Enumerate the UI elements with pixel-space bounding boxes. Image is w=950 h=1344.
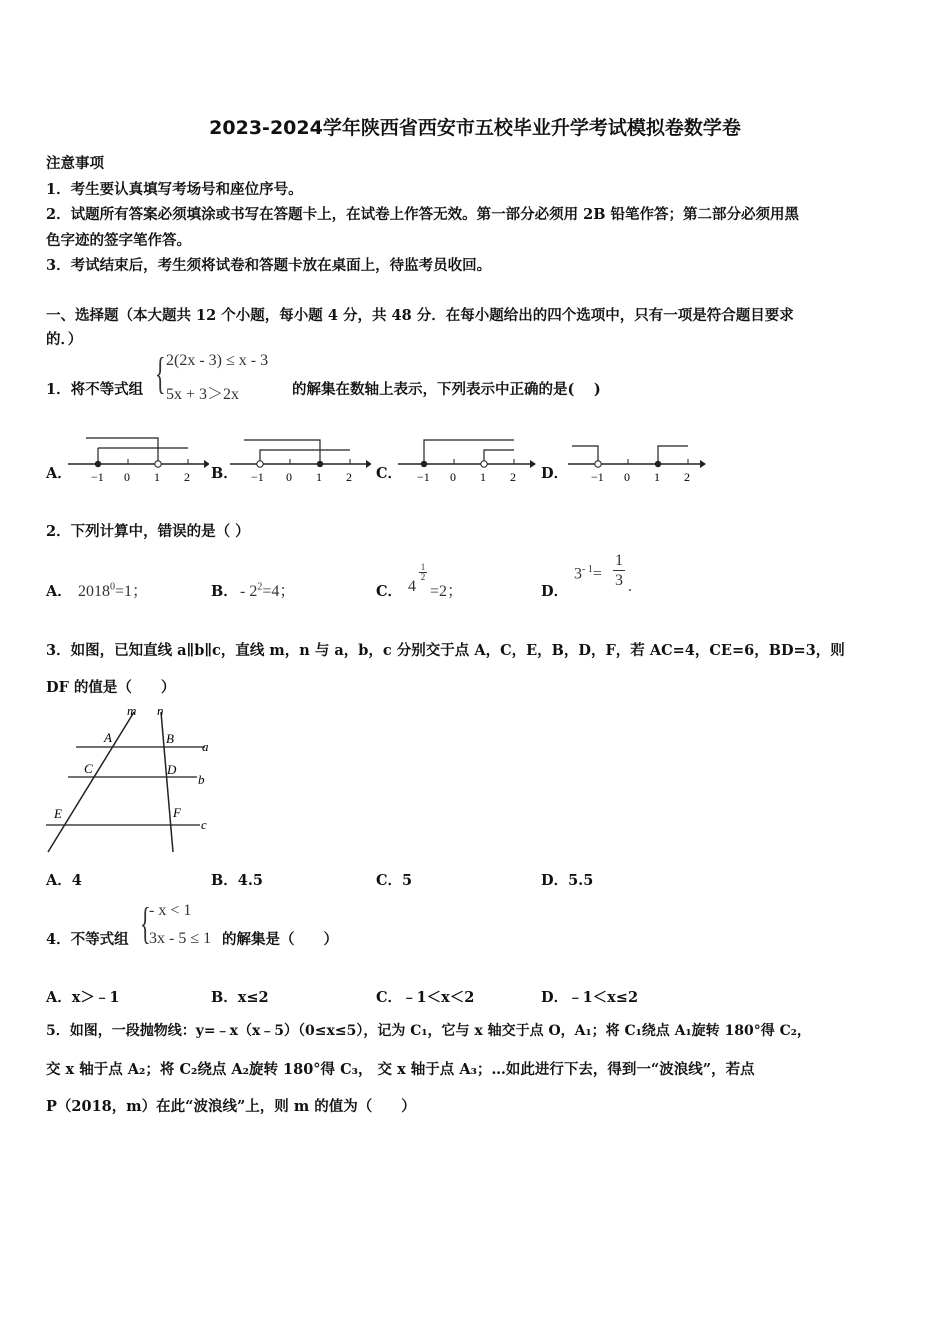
q1-number-line-a [64,430,209,490]
notice-item-2a: 2．试题所有答案必须填涂或书写在答题卡上，在试卷上作答无效。第一部分必须用 2B 铅笔作答；第二部分必须用黑 [46,206,800,223]
q1-brace: { [155,349,166,398]
section-heading: 一、选择题（本大题共 12 个小题，每小题 4 分，共 48 分．在每小题给出的四个选项中，只有一项是符合题目要求 [46,307,794,324]
q2-option-b-expr: - $2^2=4$； [240,581,296,600]
q2-option-d-label: D． [541,583,569,600]
q3-option-a: A．4 [46,872,82,889]
tick-label: 2 [510,470,516,484]
q2-stem: 2．下列计算中，错误的是（ ） [46,523,250,540]
q3-option-c: C．5 [376,872,413,889]
notice-heading: 注意事项 [46,155,104,172]
q2-option-d-tail: . [628,578,632,595]
q3-figure [40,700,225,860]
label-F: F [173,805,181,820]
tick-label: −1 [251,470,264,484]
tick-label: 0 [286,470,292,484]
q3-stem-line-1: 3．如图，已知直线 a∥b∥c，直线 m，n 与 a，b，c 分别交于点 A，C，E，B，D，F，若 AC=4，CE=6，BD=3，则 [46,642,845,659]
q3-option-b: B．4.5 [211,872,263,889]
q2-option-b-label: B． [211,583,238,600]
label-A: A [104,730,112,745]
q2-option-c-label: C． [376,583,403,600]
label-a: a [202,739,209,754]
tick-label: 2 [184,470,190,484]
q1-option-a-label: A． [46,465,72,482]
q1-option-b-label: B． [211,465,238,482]
tick-label: 0 [124,470,130,484]
q1-number-line-c [394,430,539,490]
tick-label: 1 [154,470,160,484]
q1-ineq-1: 2(2x - 3) ≤ x - 3 [166,352,269,369]
section-heading-cont: 的．） [46,331,83,348]
line-m [48,712,134,852]
tick-label: −1 [91,470,104,484]
q4-prefix: 4．不等式组 [46,931,129,948]
tick-label: −1 [591,470,604,484]
q2-option-d-base: $3^{- 1}=$ [574,564,602,583]
q2-option-c-tail: =2； [430,583,464,600]
q2-option-c-exponent: 1 2 [420,562,426,582]
q2-option-a-label: A． [46,583,72,600]
q4-brace: { [140,899,151,948]
q1-number-line-b [226,430,371,490]
q4-option-d: D．﹣1＜x≤2 [541,989,639,1006]
q2-option-a-expr: $2018^0=1$； [78,581,149,600]
tick-label: −1 [417,470,430,484]
label-m: m [127,703,137,718]
tick-label: 0 [450,470,456,484]
q4-ineq-2: 3x - 5 ≤ 1 [149,930,212,947]
notice-item-3: 3．考试结束后，考生须将试卷和答题卡放在桌面上，待监考员收回。 [46,257,492,274]
q5-stem-line-1: 5．如图，一段抛物线：y=﹣x（x﹣5）（0≤x≤5），记为 C₁，它与 x 轴交于点 O，A₁；将 C₁绕点 A₁旋转 180°得 C₂， [46,1023,811,1039]
q4-option-c: C．﹣1＜x＜2 [376,989,475,1006]
q3-stem-line-2: DF 的值是（ ） [46,679,176,696]
q1-ineq-2: 5x + 3＞2x [166,386,240,403]
tick-label: 1 [654,470,660,484]
q1-prefix: 1．将不等式组 [46,381,144,398]
tick-label: 0 [624,470,630,484]
q2-option-d-fraction: 1 3 [615,552,623,589]
tick-label: 2 [346,470,352,484]
q5-stem-line-3: P（2018，m）在此“波浪线”上，则 m 的值为（ ） [46,1098,416,1115]
label-b: b [198,772,205,787]
notice-item-2b: 色字迹的签字笔作答。 [46,232,191,249]
q2-option-c-base: 4 [408,578,416,595]
q3-option-d: D．5.5 [541,872,594,889]
q4-suffix: 的解集是（ ） [222,931,338,948]
notice-item-1: 1．考生要认真填写考场号和座位序号。 [46,181,303,198]
q1-number-line-d [564,430,709,490]
q4-option-b: B．x≤2 [211,989,269,1006]
q1-option-c-label: C． [376,465,403,482]
label-B: B [166,731,174,746]
page-title: 2023-2024学年陕西省西安市五校毕业升学考试模拟卷数学卷 [209,117,741,139]
tick-label: 1 [480,470,486,484]
label-C: C [84,761,93,776]
tick-label: 1 [316,470,322,484]
q1-suffix: 的解集在数轴上表示，下列表示中正确的是( ) [292,381,601,398]
q5-stem-line-2: 交 x 轴于点 A₂；将 C₂绕点 A₂旋转 180°得 C₃， 交 x 轴于点 A₃；…如此进行下去，得到一“波浪线”，若点 [46,1061,755,1078]
label-c: c [201,817,207,832]
label-D: D [167,762,177,777]
q4-ineq-1: - x < 1 [149,902,192,919]
q4-option-a: A．x＞﹣1 [46,989,120,1006]
tick-label: 2 [684,470,690,484]
label-E: E [54,806,62,821]
label-n: n [157,703,164,718]
q1-option-d-label: D． [541,465,569,482]
